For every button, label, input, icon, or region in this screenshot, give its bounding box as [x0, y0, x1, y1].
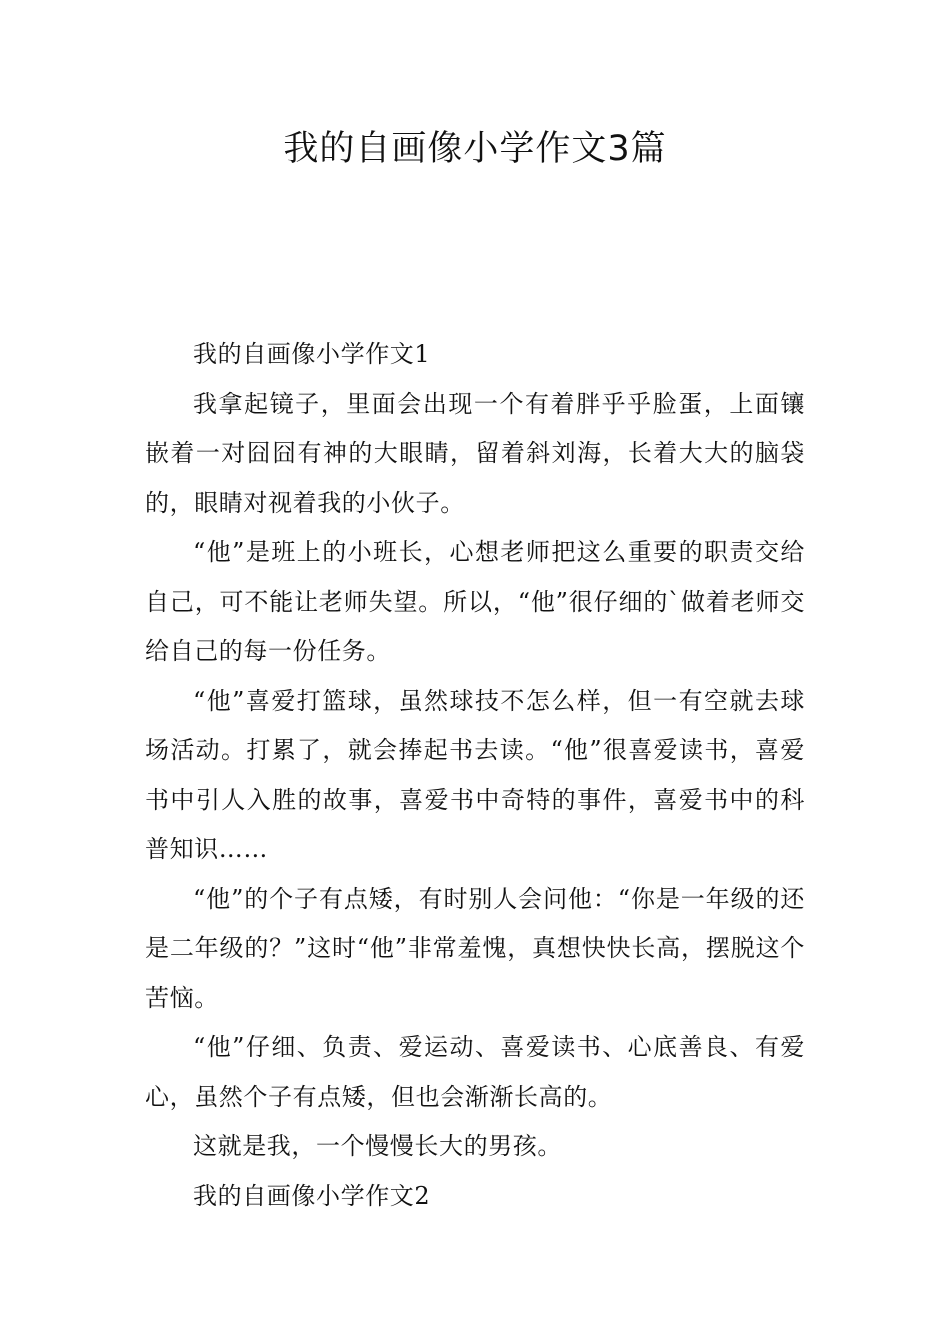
paragraph: 我拿起镜子，里面会出现一个有着胖乎乎脸蛋，上面镶嵌着一对囧囧有神的大眼睛，留着斜刘海，长着大大的脑袋的，眼睛对视着我的小伙子。: [145, 389, 805, 517]
document-title: 我的自画像小学作文3篇: [283, 129, 667, 169]
paragraph: “他”喜爱打篮球，虽然球技不怎么样，但一有空就去球场活动。打累了，就会捧起书去读。“他”很喜爱读书，喜爱书中引人入胜的故事，喜爱书中奇特的事件，喜爱书中的科普知识……: [145, 686, 805, 863]
section-heading-2: 我的自画像小学作文2: [193, 1181, 431, 1210]
paragraph: “他”是班上的小班长，心想老师把这么重要的职责交给自己，可不能让老师失望。所以，“他”很仔细的`做着老师交给自己的每一份任务。: [145, 538, 805, 665]
paragraph: “他”仔细、负责、爱运动、喜爱读书、心底善良、有爱心，虽然个子有点矮，但也会渐渐长高的。: [145, 1033, 805, 1111]
section-heading-1: 我的自画像小学作文1: [193, 340, 431, 368]
paragraph: 这就是我，一个慢慢长大的男孩。: [193, 1132, 562, 1160]
document-body: [145, 330, 805, 1221]
paragraph: “他”的个子有点矮，有时别人会问他：“你是一年级的还是二年级的？”这时“他”非常羞愧，真想快快长高，摆脱这个苦恼。: [145, 884, 805, 1012]
